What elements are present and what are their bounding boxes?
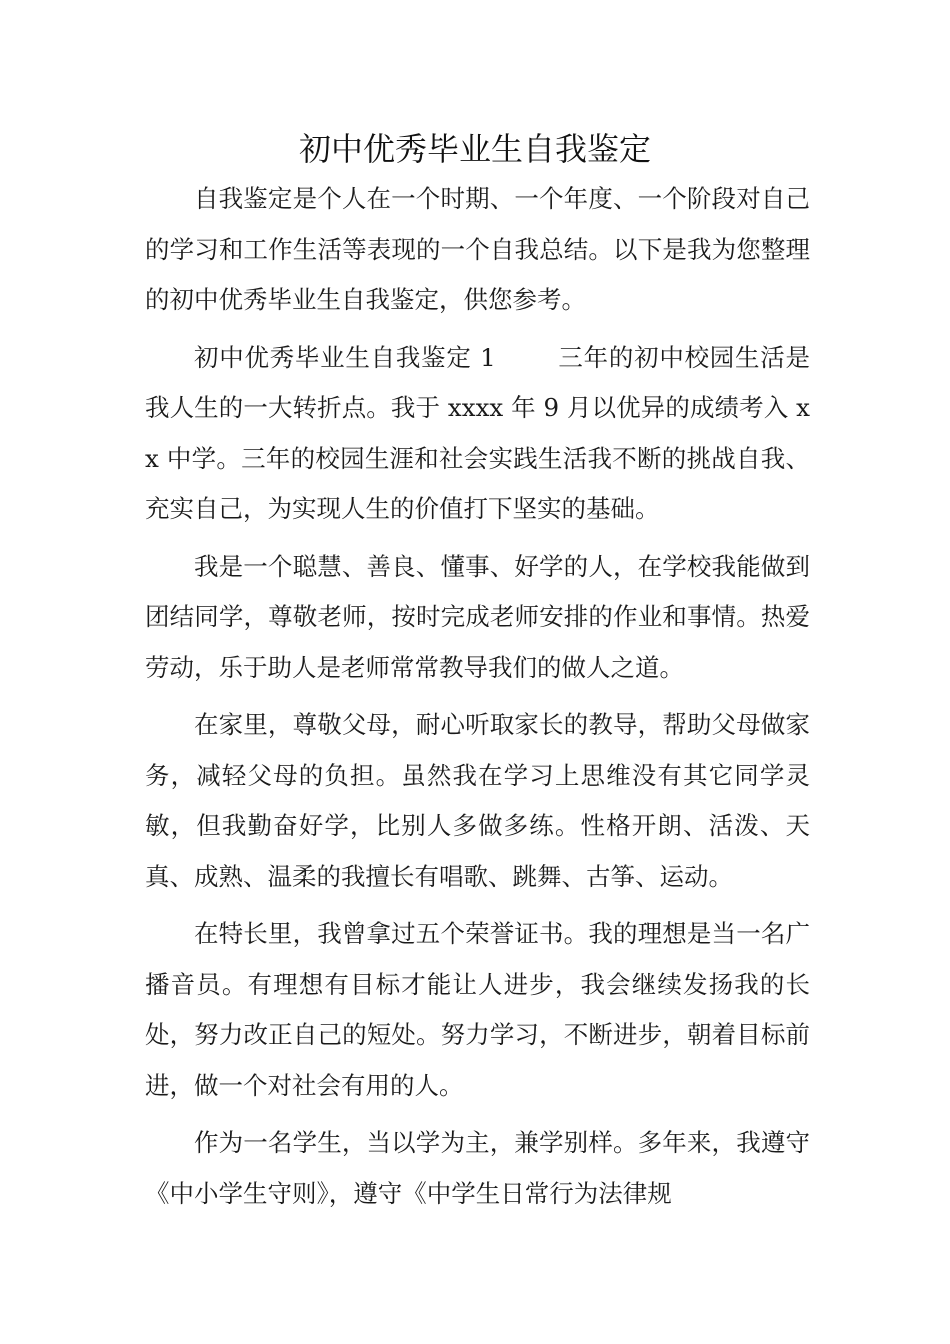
paragraph-school: 我是一个聪慧、善良、懂事、好学的人，在学校我能做到团结同学，尊敬老师，按时完成老师安排的作业和事情。热爱劳动，乐于助人是老师常常教导我们的做人之道。 <box>145 551 810 682</box>
paragraph-talent: 在特长里，我曾拿过五个荣誉证书。我的理想是当一名广播音员。有理想有目标才能让人进步，我会继续发扬我的长处，努力改正自己的短处。努力学习，不断进步，朝着目标前进，做一个对社会有用的人。 <box>145 919 810 1100</box>
document-title: 初中优秀毕业生自我鉴定 <box>298 130 651 168</box>
document-body <box>145 174 810 1226</box>
intro-paragraph: 自我鉴定是个人在一个时期、一个年度、一个阶段对自己的学习和工作生活等表现的一个自我总结。以下是我为您整理的初中优秀毕业生自我鉴定，供您参考。 <box>145 184 810 314</box>
section-heading: 初中优秀毕业生自我鉴定 1 <box>194 342 496 372</box>
paragraph-home: 在家里，尊敬父母，耐心听取家长的教导，帮助父母做家务，减轻父母的负担。虽然我在学习上思维没有其它同学灵敏，但我勤奋好学，比别人多做多练。性格开朗、活泼、天真、成熟、温柔的我擅长有唱歌、跳舞、古筝、运动。 <box>145 710 810 891</box>
section-1-paragraph <box>145 333 810 535</box>
paragraph-student: 作为一名学生，当以学为主，兼学别样。多年来，我遵守《中小学生守则》，遵守《中学生日常行为法律规 <box>145 1128 810 1208</box>
section-1-text: 三年的初中校园生活是我人生的一大转折点。我于 xxxx 年 9 月以优异的成绩考入 xx 中学。三年的校园生涯和社会实践生活我不断的挑战自我、充实自己，为实现人生的价值打下坚实的基础。 <box>145 342 811 523</box>
